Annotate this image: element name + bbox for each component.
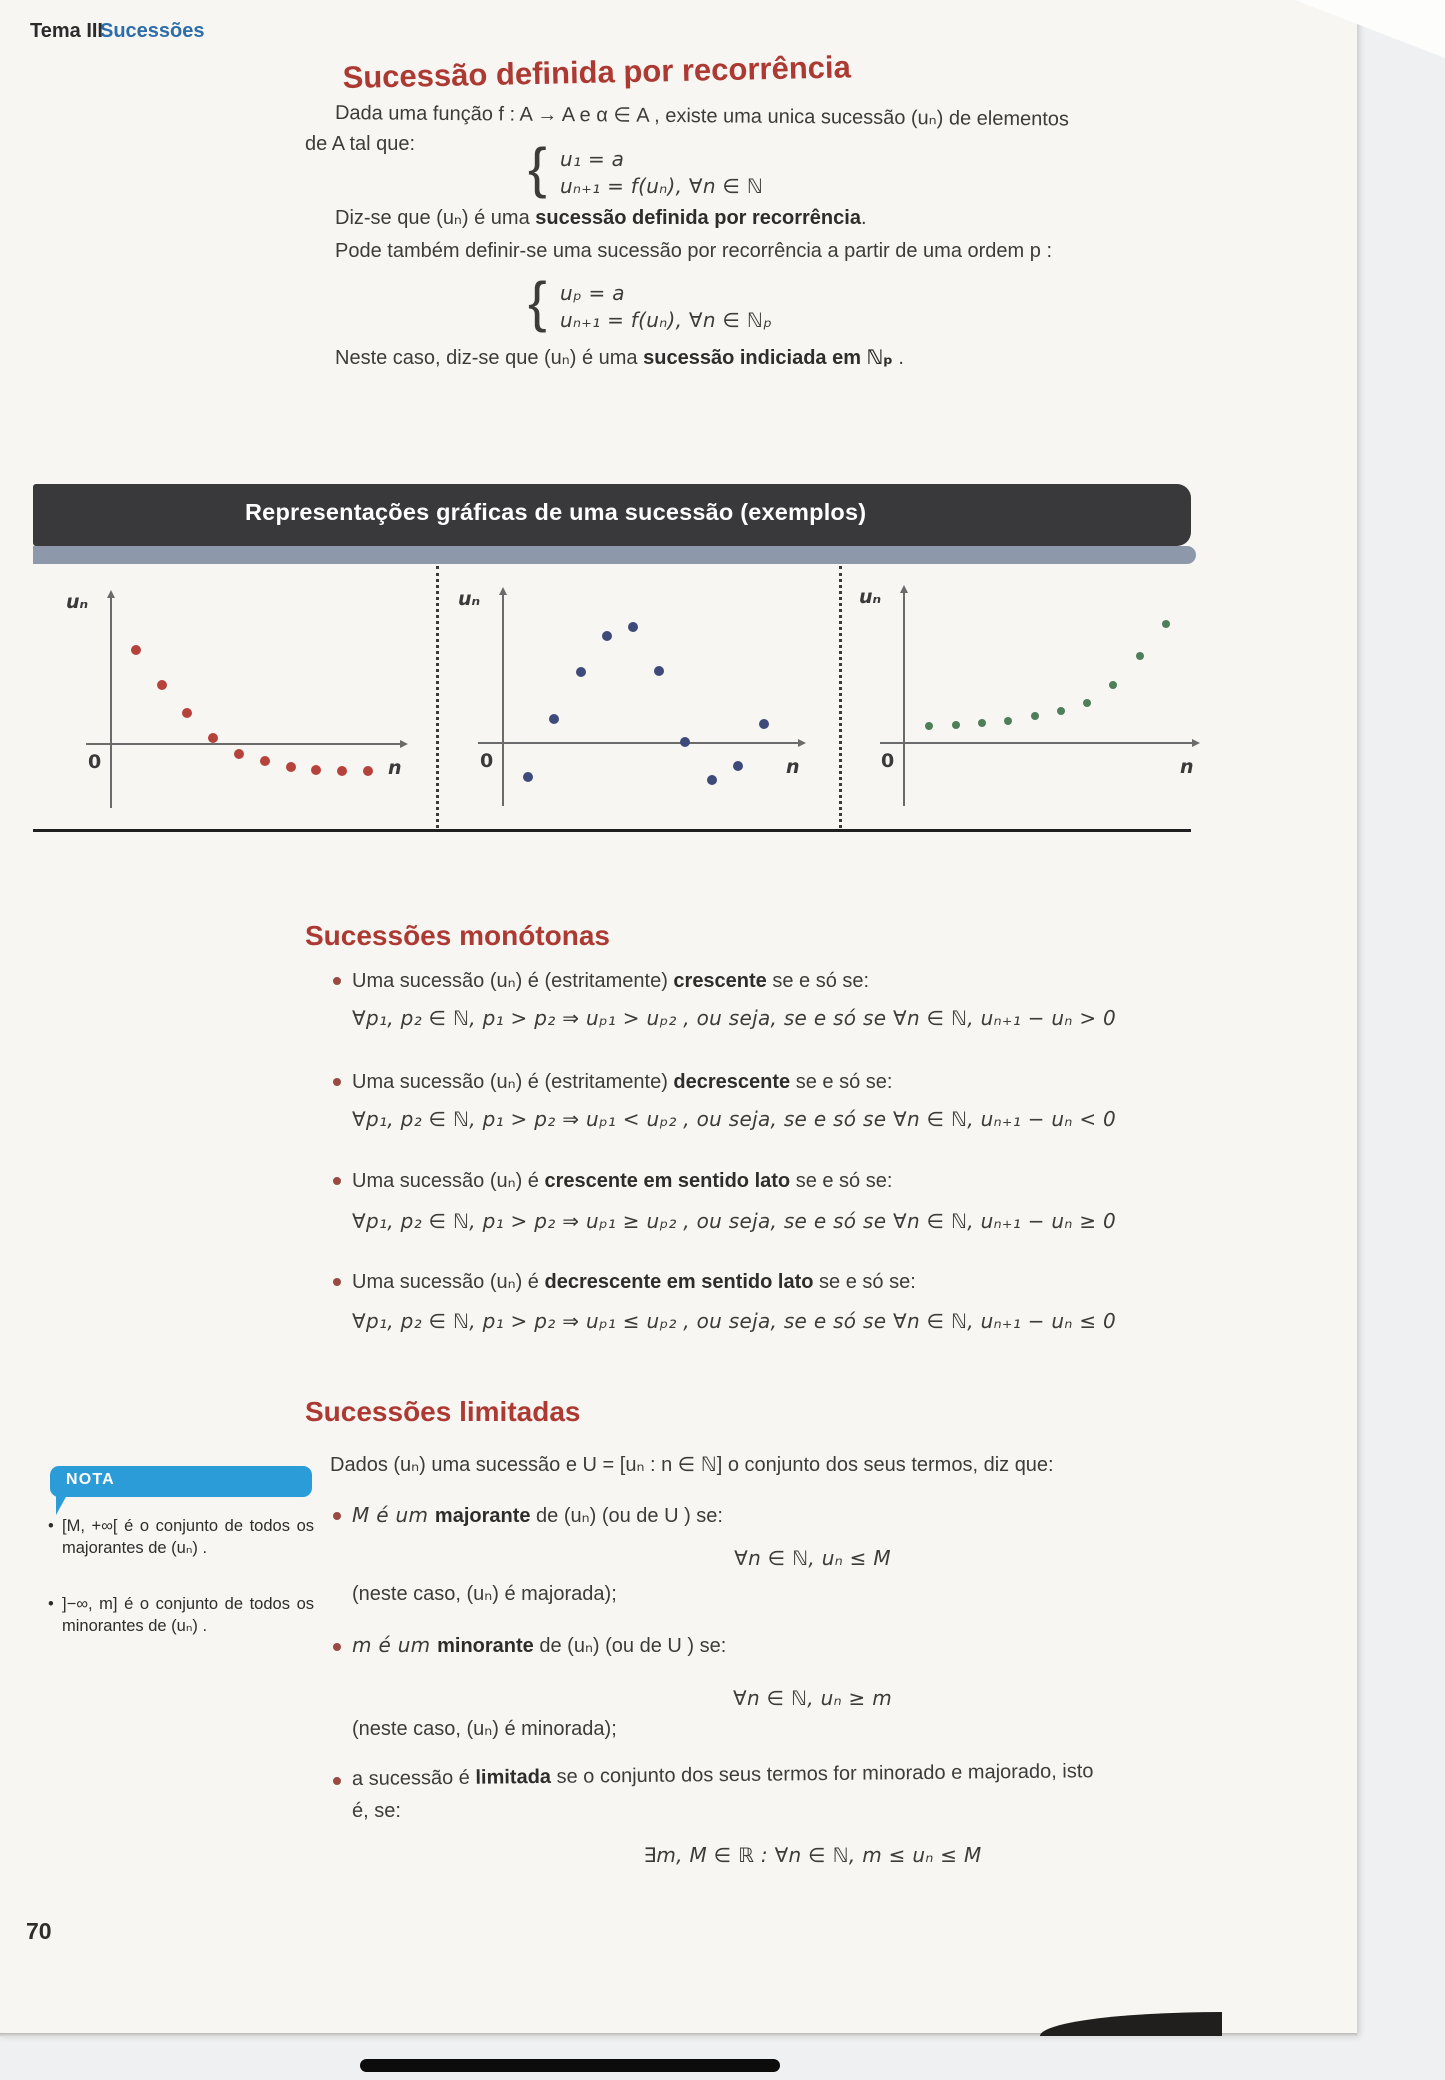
item-post: de (uₙ) (ou de U ) se: — [533, 1635, 727, 1657]
monotone-formula-3: ∀p₁, p₂ ∈ ℕ, p₁ > p₂ ⇒ uₚ₁ ≥ uₚ₂ , ou seja, se e só se ∀n ∈ ℕ, uₙ₊₁ − uₙ ≥ 0 — [352, 1209, 1117, 1233]
graph-x-axis — [478, 742, 798, 744]
data-point — [707, 775, 717, 785]
indexed-sequence-statement — [335, 345, 904, 370]
data-point — [131, 645, 141, 655]
monotone-formula-4: ∀p₁, p₂ ∈ ℕ, p₁ > p₂ ⇒ uₚ₁ ≤ uₚ₂ , ou seja, se e só se ∀n ∈ ℕ, uₙ₊₁ − uₙ ≤ 0 — [352, 1309, 1117, 1333]
item-pre: Uma sucessão (uₙ) é (estritamente) — [352, 970, 674, 992]
monotone-section-title: Sucessões monótonas — [305, 920, 610, 951]
nota-item-text: [M, +∞[ é o conjunto de todos os majorantes de (uₙ) . — [62, 1517, 314, 1557]
graph-x-axis — [880, 742, 1192, 744]
bullet-icon: • — [48, 1517, 54, 1535]
y-axis-arrow-icon — [900, 585, 908, 593]
data-point — [759, 719, 769, 729]
data-point — [602, 631, 612, 641]
item-pre: a sucessão é — [351, 1766, 476, 1790]
minorante-item — [352, 1633, 726, 1658]
bullet-icon — [333, 1512, 341, 1520]
recurrence-statement — [335, 205, 867, 230]
majorante-item — [352, 1503, 723, 1528]
y-axis-arrow-icon — [107, 590, 115, 598]
data-point — [157, 680, 167, 690]
item-bold: crescente em sentido lato — [544, 1170, 791, 1192]
graph-y-axis — [502, 594, 504, 806]
item-post: se o conjunto dos seus termos for minorado e majorado, isto — [550, 1760, 1094, 1788]
majorante-formula: ∀n ∈ ℕ, uₙ ≤ M — [734, 1546, 891, 1570]
data-point — [1136, 652, 1144, 660]
system1-brace: { — [528, 136, 547, 199]
intro-line-2: de A tal que: — [305, 133, 416, 155]
limitada-formula: ∃m, M ∈ ℝ : ∀n ∈ ℕ, m ≤ uₙ ≤ M — [643, 1843, 982, 1867]
nota-bubble-tail — [56, 1495, 67, 1515]
data-point — [1162, 620, 1170, 628]
data-point — [234, 749, 244, 759]
item-bold: limitada — [475, 1765, 552, 1789]
graph-origin-label: 0 — [480, 750, 494, 772]
graph-x-axis — [86, 743, 400, 745]
data-point — [1083, 699, 1091, 707]
item-pre: M é um — [352, 1503, 435, 1527]
home-indicator[interactable] — [360, 2059, 780, 2072]
monotone-formula-1: ∀p₁, p₂ ∈ ℕ, p₁ > p₂ ⇒ uₚ₁ > uₚ₂ , ou seja, se e só se ∀n ∈ ℕ, uₙ₊₁ − uₙ > 0 — [352, 1006, 1117, 1030]
graph-ylabel: uₙ — [859, 586, 882, 608]
monotone-item-2 — [352, 1069, 892, 1094]
graph-y-axis — [903, 592, 905, 806]
x-axis-arrow-icon — [1192, 739, 1200, 747]
x-axis-arrow-icon — [798, 739, 806, 747]
bullet-icon — [333, 1777, 341, 1785]
data-point — [952, 721, 960, 729]
intro-line-1: Dada uma função f : A → A e α ∈ A , existe uma unica sucessão (uₙ) de elementos — [334, 102, 1070, 131]
bullet-icon — [333, 1177, 341, 1185]
graph-xlabel: n — [786, 756, 800, 778]
data-point — [1031, 712, 1039, 720]
item-bold: minorante — [437, 1635, 534, 1657]
item-pre: Uma sucessão (uₙ) é — [352, 1170, 545, 1192]
graph-xlabel: n — [388, 757, 402, 779]
item-post: de (uₙ) (ou de U ) se: — [530, 1505, 723, 1527]
graph-xlabel: n — [1180, 756, 1194, 778]
x-axis-arrow-icon — [400, 740, 408, 748]
monotone-item-4 — [352, 1269, 916, 1294]
neste-pre: Neste caso, diz-se que (uₙ) é uma — [335, 347, 644, 369]
monotone-item-1 — [352, 968, 869, 993]
graph-y-axis — [110, 597, 112, 808]
item-post: se e só se: — [790, 1071, 893, 1093]
graph-separator-1 — [436, 566, 439, 828]
page-number: 70 — [26, 1918, 52, 1944]
data-point — [260, 756, 270, 766]
bullet-icon — [333, 1078, 341, 1086]
data-point — [286, 762, 296, 772]
bullet-icon — [333, 1278, 341, 1286]
graph-banner-title: Representações gráficas de uma sucessão (exemplos) — [245, 499, 867, 525]
nota-item-1 — [48, 1516, 314, 1559]
item-bold: majorante — [434, 1505, 531, 1527]
nota-item-text: ]−∞, m] é o conjunto de todos os minorantes de (uₙ) . — [62, 1595, 314, 1635]
graph-panel-bottom-rule — [33, 829, 1191, 832]
item-bold: crescente — [673, 970, 767, 992]
running-head-tema: Tema III — [30, 20, 103, 42]
data-point — [208, 733, 218, 743]
system2-brace: { — [528, 270, 547, 333]
nota-item-2 — [48, 1594, 314, 1637]
graph-origin-label: 0 — [881, 750, 895, 772]
data-point — [1057, 707, 1065, 715]
neste-bold: sucessão indiciada em ℕₚ — [643, 347, 893, 369]
item-pre: m é um — [352, 1633, 438, 1657]
item-bold: decrescente — [673, 1071, 791, 1093]
limitada-item-cont: é, se: — [352, 1800, 401, 1822]
data-point — [628, 622, 638, 632]
monotone-item-3 — [352, 1168, 892, 1193]
statement-post: . — [860, 207, 867, 229]
bullet-icon — [333, 977, 341, 985]
graph-ylabel: uₙ — [66, 591, 89, 613]
graph-banner-strip — [33, 546, 1196, 564]
graph-separator-2 — [839, 566, 842, 828]
item-pre: Uma sucessão (uₙ) é (estritamente) — [352, 1071, 674, 1093]
page-title: Sucessão definida por recorrência — [342, 49, 852, 96]
bullet-icon: • — [48, 1595, 54, 1613]
statement-pre: Diz-se que (uₙ) é uma — [335, 207, 536, 229]
data-point — [733, 761, 743, 771]
data-point — [978, 719, 986, 727]
nota-label: NOTA — [66, 1471, 115, 1488]
graph-ylabel: uₙ — [458, 588, 481, 610]
item-post: se e só se: — [790, 1170, 893, 1192]
y-axis-arrow-icon — [499, 587, 507, 595]
bounded-intro: Dados (uₙ) uma sucessão e U = [uₙ : n ∈ ℕ] o conjunto dos seus termos, diz que: — [330, 1454, 1054, 1476]
minorante-formula: ∀n ∈ ℕ, uₙ ≥ m — [732, 1686, 893, 1710]
majorante-note: (neste caso, (uₙ) é majorada); — [352, 1583, 617, 1605]
system2-line2: uₙ₊₁ = f(uₙ), ∀n ∈ ℕₚ — [560, 308, 773, 332]
system1-line1: u₁ = a — [560, 147, 625, 171]
item-bold: decrescente em sentido lato — [544, 1271, 814, 1293]
item-pre: Uma sucessão (uₙ) é — [352, 1271, 545, 1293]
monotone-formula-2: ∀p₁, p₂ ∈ ℕ, p₁ > p₂ ⇒ uₚ₁ < uₚ₂ , ou seja, se e só se ∀n ∈ ℕ, uₙ₊₁ − uₙ < 0 — [352, 1107, 1117, 1131]
item-post: se e só se: — [766, 970, 870, 992]
system1-line2: uₙ₊₁ = f(uₙ), ∀n ∈ ℕ — [560, 174, 764, 198]
order-p-paragraph: Pode também definir-se uma sucessão por recorrência a partir de uma ordem p : — [335, 240, 1053, 262]
data-point — [363, 766, 373, 776]
system2-line1: uₚ = a — [560, 281, 625, 305]
item-post: se e só se: — [813, 1271, 916, 1293]
minorante-note: (neste caso, (uₙ) é minorada); — [352, 1718, 617, 1740]
data-point — [576, 667, 586, 677]
running-head-section: Sucessões — [100, 20, 205, 42]
bounded-section-title: Sucessões limitadas — [305, 1396, 581, 1427]
statement-bold: sucessão definida por recorrência — [535, 207, 861, 229]
neste-post: . — [892, 347, 904, 369]
graph-origin-label: 0 — [88, 751, 102, 773]
bullet-icon — [333, 1643, 341, 1651]
